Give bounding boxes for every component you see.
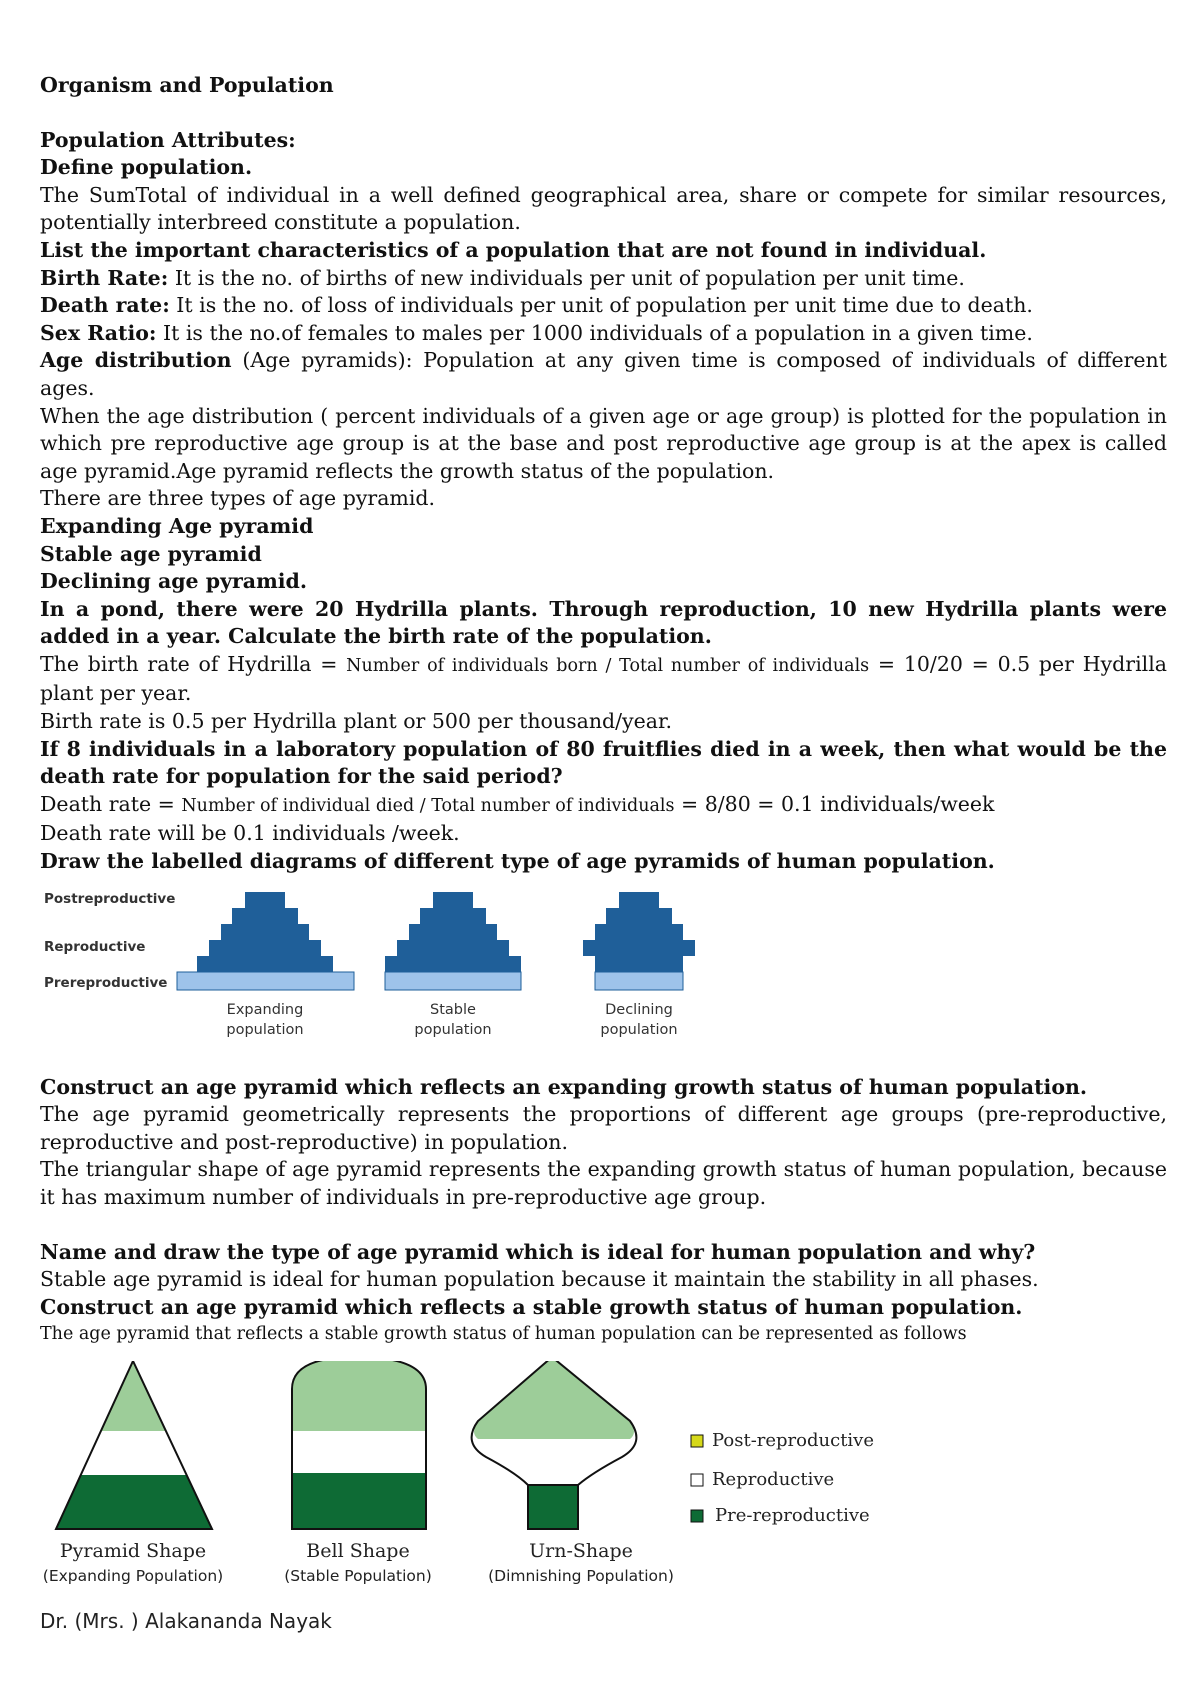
- doc-title: Organism and Population: [40, 73, 334, 97]
- question-fruitflies: If 8 individuals in a laboratory population of 80 fruitflies died in a week, then what would be the death rate for population for the said period?: [40, 736, 1167, 789]
- declining-bar-2: [595, 956, 683, 972]
- answer-fruitflies-result: Death rate will be 0.1 individuals /week.: [40, 821, 460, 846]
- fruitflies-calc-result: = 8/80 = 0.1 individuals/week: [674, 791, 995, 816]
- stable-base-bar: [385, 972, 521, 990]
- bell-pre-band: [280, 1473, 440, 1533]
- death-rate-line: [40, 292, 1167, 320]
- caption-stable-1: Stable: [430, 1001, 476, 1018]
- caption-pyramid-shape: Pyramid Shape: [59, 1539, 207, 1562]
- stable-pyramid: [385, 892, 521, 1038]
- fruitflies-calc-formula: Number of individual died / Total number of individuals: [181, 795, 675, 816]
- answer-hydrilla-calc: [40, 651, 1167, 708]
- birth-rate-term: Birth Rate:: [40, 265, 169, 290]
- caption-declining-1: Declining: [605, 1001, 673, 1018]
- age-pyramid-definition: When the age distribution ( percent individuals of a given age or age group) is plotted for the population in which pre reproductive age group is at the base and post reproductive age group is at the apex is called age pyramid.Age pyramid reflects the growth status of the population.: [40, 403, 1167, 483]
- caption-declining-2: population: [600, 1021, 678, 1038]
- answer-expanding-1: The age pyramid geometrically represents the proportions of different age groups (pre-reproductive, reproductive and post-reproductive) in population.: [40, 1102, 1167, 1154]
- declining-bar-5: [606, 908, 672, 924]
- shapes-legend: [691, 1430, 874, 1526]
- type-stable: Stable age pyramid: [40, 541, 262, 566]
- legend-swatch-post: [691, 1435, 703, 1447]
- question-hydrilla: In a pond, there were 20 Hydrilla plants. Through reproduction, 10 new Hydrilla plants were added in a year. Calculate the birth rate of the population.: [40, 596, 1167, 649]
- hydrilla-calc-lead: The birth rate of Hydrilla =: [40, 651, 347, 676]
- hydrilla-calc-result: = 10/20 = 0.5 per Hydrilla plant per year.: [40, 651, 1167, 706]
- question-characteristics: List the important characteristics of a population that are not found in individual.: [40, 237, 987, 262]
- expanding-bar-4: [221, 924, 309, 940]
- population-shapes-figure: [40, 1361, 1167, 1651]
- three-types-text: There are three types of age pyramid.: [40, 486, 436, 511]
- sex-ratio-text: It is the no.of females to males per 1000 individuals of a population in a given time.: [156, 320, 1033, 345]
- declining-base-bar: [595, 972, 683, 990]
- declining-pyramid: [583, 892, 695, 1038]
- caption-bell-sub: (Stable Population): [284, 1566, 432, 1585]
- birth-rate-text: It is the no. of births of new individuals per unit of population per unit time.: [168, 265, 965, 290]
- sex-ratio-term: Sex Ratio:: [40, 320, 157, 345]
- stable-bar-6: [433, 892, 473, 908]
- death-rate-term: Death rate:: [40, 293, 170, 318]
- question-ideal: Name and draw the type of age pyramid which is ideal for human population and why?: [40, 1239, 1036, 1264]
- answer-ideal: Stable age pyramid is ideal for human population because it maintain the stability in all phases.: [40, 1267, 1039, 1292]
- stable-bar-3: [397, 940, 509, 956]
- pyramid-shape: [40, 1361, 240, 1585]
- type-declining: Declining age pyramid.: [40, 569, 308, 594]
- expanding-bar-3: [209, 940, 321, 956]
- hydrilla-calc-formula: Number of individuals born / Total number of individuals: [346, 655, 870, 676]
- expanding-base-bar: [177, 972, 354, 990]
- question-stable: Construct an age pyramid which reflects a stable growth status of human population.: [40, 1294, 1023, 1319]
- type-expanding: Expanding Age pyramid: [40, 513, 314, 538]
- caption-pyramid-sub: (Expanding Population): [42, 1566, 224, 1585]
- declining-bar-6: [619, 892, 659, 908]
- legend-swatch-repro: [691, 1474, 703, 1486]
- caption-urn-sub: (Dimnishing Population): [488, 1566, 674, 1585]
- label-postreproductive: Postreproductive: [44, 890, 176, 907]
- legend-post: Post-reproductive: [712, 1429, 874, 1451]
- stable-bar-5: [420, 908, 486, 924]
- urn-shape: [472, 1361, 674, 1585]
- bell-shape: [280, 1361, 440, 1585]
- sex-ratio-line: [40, 320, 1167, 348]
- declining-bar-4: [595, 924, 683, 940]
- question-expanding: Construct an age pyramid which reflects an expanding growth status of human population.: [40, 1074, 1088, 1099]
- answer-expanding-2: The triangular shape of age pyramid represents the expanding growth status of human population, because it has maximum number of individuals in pre-reproductive age group.: [40, 1157, 1167, 1209]
- age-pyramids-figure: [40, 884, 1167, 1074]
- age-distribution-line: [40, 347, 1167, 402]
- population-shapes-svg: [40, 1361, 1167, 1651]
- legend-pre: Pre-reproductive: [715, 1504, 870, 1526]
- expanding-pyramid: [177, 892, 354, 1038]
- caption-expanding-1: Expanding: [226, 1001, 304, 1018]
- age-distribution-term: Age distribution: [40, 348, 232, 373]
- caption-urn-shape: Urn-Shape: [529, 1539, 633, 1562]
- pyramid-repro-band: [40, 1431, 240, 1475]
- question-define: Define population.: [40, 155, 253, 180]
- expanding-bar-6: [245, 892, 285, 908]
- expanding-bar-2: [197, 956, 333, 972]
- label-reproductive: Reproductive: [44, 938, 146, 955]
- label-prereproductive: Prereproductive: [44, 974, 168, 991]
- urn-post-area: [474, 1361, 634, 1439]
- bell-repro-band: [280, 1431, 440, 1473]
- answer-fruitflies-calc: [40, 791, 1167, 821]
- author-footer: Dr. (Mrs. ) Alakananda Nayak: [40, 1609, 332, 1633]
- birth-rate-line: [40, 265, 1167, 293]
- bell-post-band: [280, 1361, 440, 1431]
- age-pyramids-svg: [40, 884, 1167, 1074]
- caption-bell-shape: Bell Shape: [306, 1539, 410, 1562]
- fruitflies-calc-lead: Death rate =: [40, 791, 182, 816]
- age-distribution-text: (Age pyramids): Population at any given time is composed of individuals of different ages.: [40, 348, 1167, 400]
- declining-bar-3: [583, 940, 695, 956]
- answer-define: The SumTotal of individual in a well defined geographical area, share or compete for similar resources, potentially interbreed constitute a population.: [40, 182, 1167, 235]
- stable-bar-2: [385, 956, 521, 972]
- stable-bar-4: [409, 924, 497, 940]
- section-title: Population Attributes:: [40, 127, 296, 152]
- urn-pre-band: [528, 1485, 578, 1529]
- legend-swatch-pre: [691, 1510, 703, 1522]
- expanding-bar-5: [232, 908, 298, 924]
- pyramid-post-band: [40, 1361, 240, 1431]
- caption-expanding-2: population: [226, 1021, 304, 1038]
- death-rate-text: It is the no. of loss of individuals per unit of population per unit time due to death.: [169, 293, 1033, 318]
- answer-hydrilla-result: Birth rate is 0.5 per Hydrilla plant or 500 per thousand/year.: [40, 709, 673, 734]
- legend-repro: Reproductive: [712, 1468, 835, 1490]
- question-draw: Draw the labelled diagrams of different type of age pyramids of human population.: [40, 849, 995, 874]
- document-body: [40, 72, 1167, 1651]
- answer-stable: The age pyramid that reflects a stable growth status of human population can be represented as follows: [40, 1324, 967, 1345]
- caption-stable-2: population: [414, 1021, 492, 1038]
